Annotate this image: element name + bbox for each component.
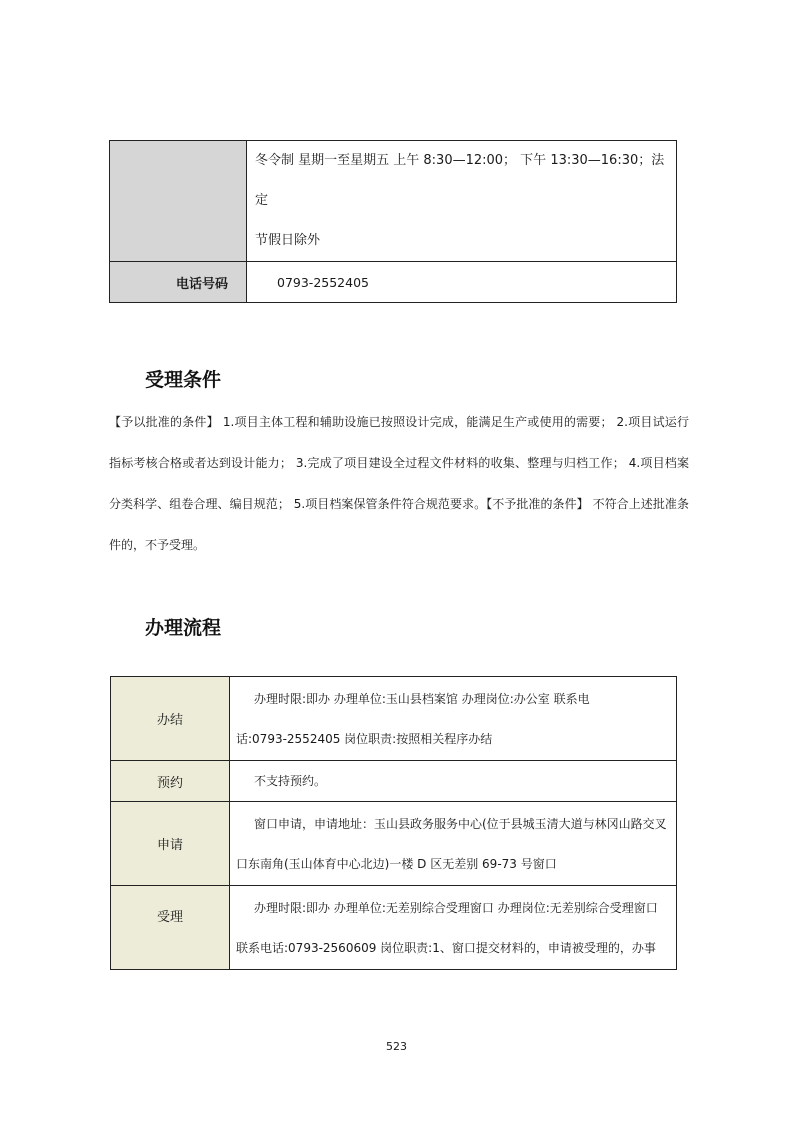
process-row-shouli <box>111 886 677 970</box>
process-shouli-line-1: 办理时限:即办 办理单位:无差别综合受理窗口 办理岗位:无差别综合受理窗口 <box>254 900 658 915</box>
process-banjie-line-1: 办理时限:即办 办理单位:玉山县档案馆 办理岗位:办公室 联系电 <box>254 691 590 706</box>
process-label-shenqing: 申请 <box>111 802 230 886</box>
page-number: 523 <box>386 1040 407 1053</box>
process-label-banjie: 办结 <box>111 677 230 761</box>
process-row-shenqing <box>111 802 677 886</box>
process-row-banjie <box>111 677 677 761</box>
process-label-yuyue: 预约 <box>111 761 230 802</box>
process-label-shouli: 受理 <box>111 886 230 970</box>
conditions-heading: 受理条件 <box>145 369 222 391</box>
process-content-shouli <box>230 886 677 970</box>
office-hours-table <box>109 140 677 303</box>
process-content-shenqing <box>230 802 677 886</box>
hours-row <box>110 141 677 262</box>
phone-value: 0793-2552405 <box>247 262 677 303</box>
hours-value-cell <box>247 141 677 262</box>
process-content-yuyue <box>230 761 677 802</box>
phone-row <box>110 262 677 303</box>
process-yuyue-line-1: 不支持预约。 <box>254 774 327 788</box>
process-banjie-line-2: 话:0793-2552405 岗位职责:按照相关程序办结 <box>236 731 493 746</box>
process-shouli-line-2: 联系电话:0793-2560609 岗位职责:1、窗口提交材料的，申请被受理的，办事 <box>236 940 656 955</box>
process-shenqing-line-2: 口东南角(玉山体育中心北边)一楼 D 区无差别 69-73 号窗口 <box>236 856 557 871</box>
process-shenqing-line-1: 窗口申请，申请地址：玉山县政务服务中心(位于县城玉清大道与林冈山路交叉 <box>254 816 667 831</box>
process-table <box>110 676 677 970</box>
hours-label-cell <box>110 141 247 262</box>
conditions-paragraph: 【予以批准的条件】 1.项目主体工程和辅助设施已按照设计完成，能满足生产或使用的需要； 2.项目试运行指标考核合格或者达到设计能力； 3.完成了项目建设全过程文件材料的收集、整理与归档工作； 4.项目档案分类科学、组卷合理、编目规范； 5.项目档案保管条件符合规范要求。【不予批准的条件】 不符合上述批准条件的，不予受理。 <box>109 415 689 552</box>
process-heading: 办理流程 <box>145 617 222 639</box>
hours-line-2: 节假日除外 <box>255 233 321 248</box>
process-row-yuyue <box>111 761 677 802</box>
phone-label: 电话号码 <box>110 262 247 303</box>
process-content-banjie <box>230 677 677 761</box>
hours-line-1: 冬令制 星期一至星期五 上午 8:30—12:00； 下午 13:30—16:30；法定 <box>255 153 665 208</box>
